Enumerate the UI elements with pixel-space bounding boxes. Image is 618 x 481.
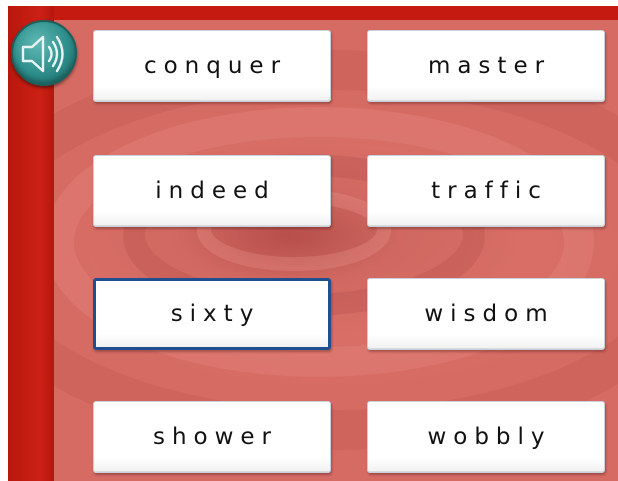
word-card[interactable] [367, 278, 605, 350]
word-label: shower [152, 424, 279, 450]
word-card[interactable] [367, 155, 605, 227]
word-card[interactable] [367, 30, 605, 102]
game-frame [8, 6, 618, 481]
word-label: sixty [170, 301, 261, 327]
word-label: wisdom [424, 301, 555, 327]
word-label: indeed [155, 178, 276, 204]
word-card[interactable] [93, 155, 331, 227]
word-label: conquer [143, 53, 288, 79]
word-card[interactable] [367, 401, 605, 473]
word-card-selected[interactable] [93, 278, 331, 350]
word-label: wobbly [427, 424, 552, 450]
word-label: traffic [431, 178, 548, 204]
top-bar [8, 6, 618, 20]
word-label: master [427, 53, 552, 79]
word-card[interactable] [93, 401, 331, 473]
speaker-icon [19, 31, 71, 77]
speaker-button[interactable] [11, 20, 77, 86]
word-card[interactable] [93, 30, 331, 102]
